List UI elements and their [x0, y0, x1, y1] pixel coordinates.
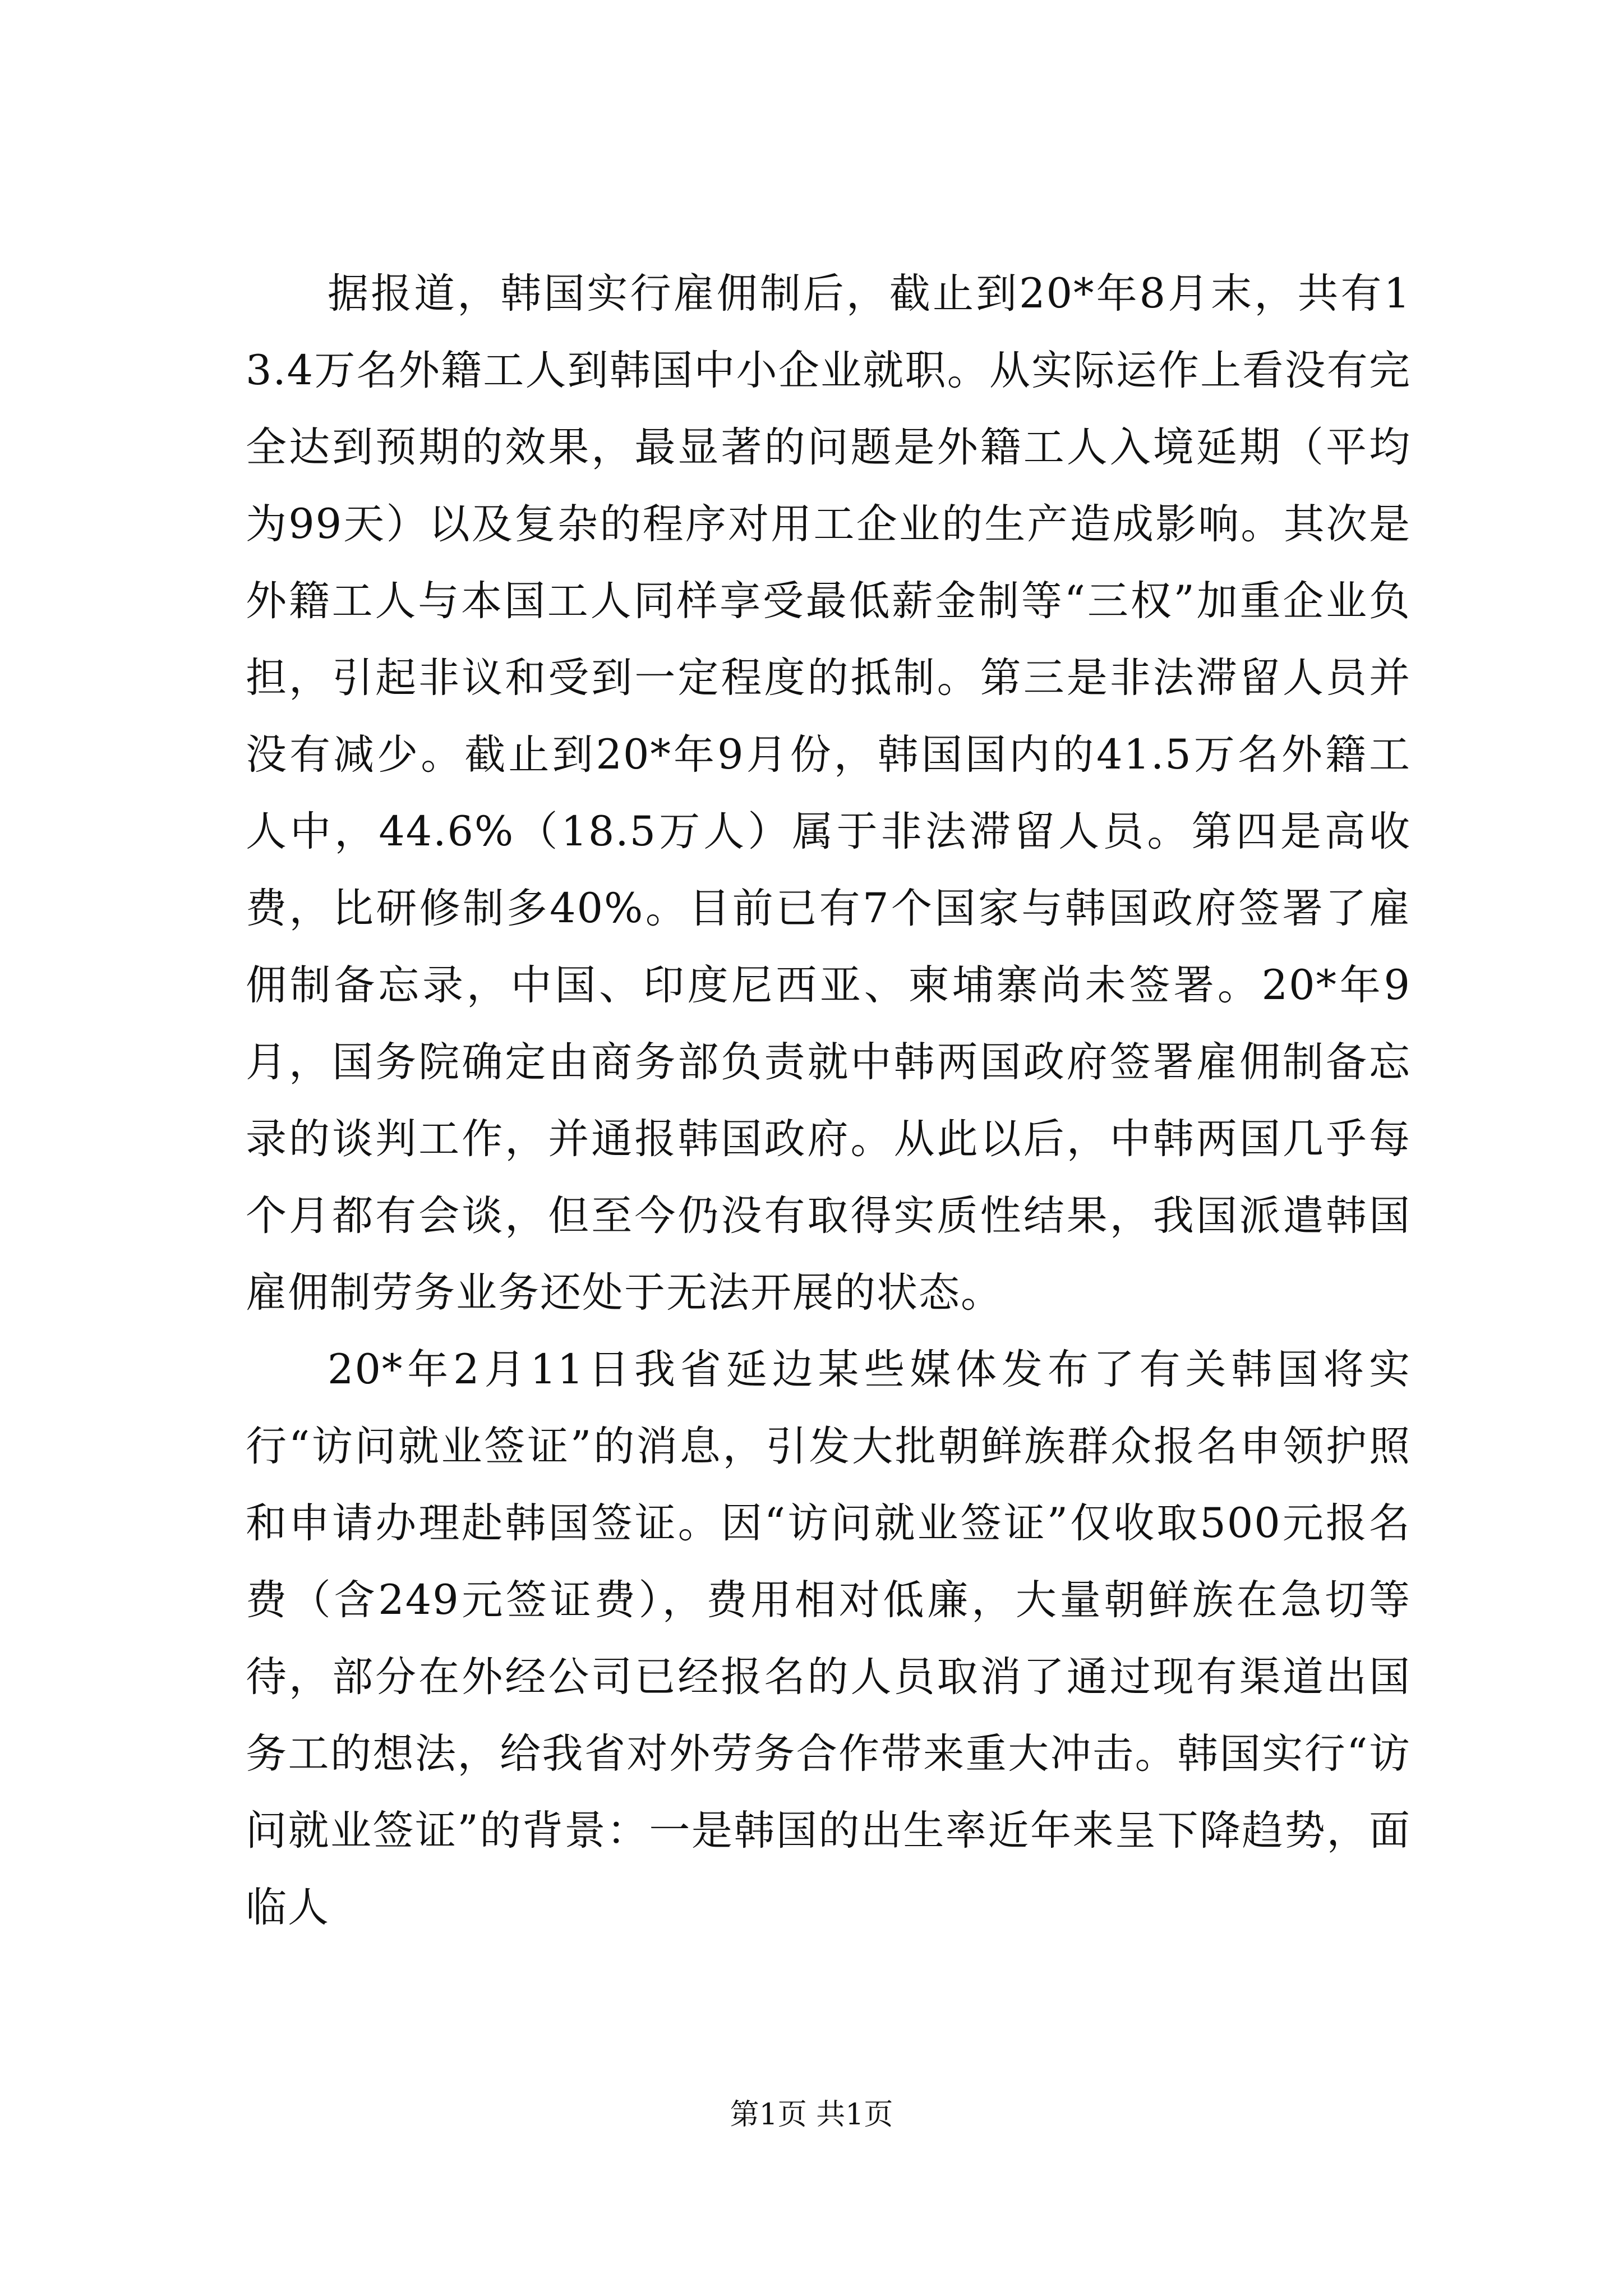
paragraph-1: 据报道，韩国实行雇佣制后，截止到20*年8月末，共有13.4万名外籍工人到韩国中小企业就职。从实际运作上看没有完全达到预期的效果，最显著的问题是外籍工人入境延期（平均为99天）以及复杂的程序对用工企业的生产造成影响。其次是外籍工人与本国工人同样享受最低薪金制等“三权”加重企业负担，引起非议和受到一定程度的抵制。第三是非法滞留人员并没有减少。截止到20*年9月份，韩国国内的41.5万名外籍工人中，44.6%（18.5万人）属于非法滞留人员。第四是高收费，比研修制多40%。目前已有7个国家与韩国政府签署了雇佣制备忘录，中国、印度尼西亚、柬埔寨尚未签署。20*年9月，国务院确定由商务部负责就中韩两国政府签署雇佣制备忘录的谈判工作，并通报韩国政府。从此以后，中韩两国几乎每个月都有会谈，但至今仍没有取得实质性结果，我国派遣韩国雇佣制劳务业务还处于无法开展的状态。	[246, 270, 1411, 1317]
document-body	[246, 255, 1411, 1946]
paragraph-2: 20*年2月11日我省延边某些媒体发布了有关韩国将实行“访问就业签证”的消息，引发大批朝鲜族群众报名申领护照和申请办理赴韩国签证。因“访问就业签证”仅收取500元报名费（含249元签证费），费用相对低廉，大量朝鲜族在急切等待，部分在外经公司已经报名的人员取消了通过现有渠道出国务工的想法，给我省对外劳务合作带来重大冲击。韩国实行“访问就业签证”的背景：一是韩国的出生率近年来呈下降趋势，面临人	[246, 1346, 1411, 1931]
page-number-label: 第1页 共1页	[730, 2098, 893, 2132]
page-footer	[0, 2095, 1623, 2134]
